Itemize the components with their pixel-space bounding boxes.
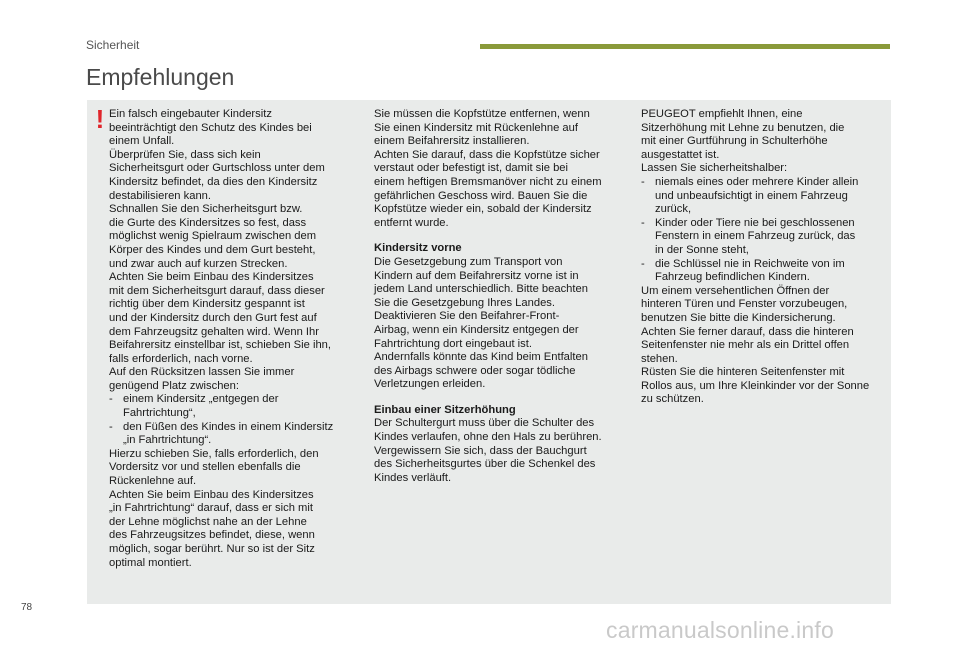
col1-list-item-text: den Füßen des Kindes in einem Kindersitz „in Fahrtrichtung“. bbox=[123, 420, 334, 447]
column-1 bbox=[109, 108, 371, 570]
dash-marker: - bbox=[109, 420, 113, 433]
col1-paragraph-2: Hierzu schieben Sie, falls erforderlich, den Vordersitz vor und stellen ebenfalls die Rückenlehne auf. Achten Sie beim Einbau des Kindersitzes „in Fahrtrichtung“ darauf, dass er sich mit der Lehne möglichst nahe an der Lehne des Fahrzeugsitzes befindet, diese, wenn möglich, sogar berührt. Nur so ist der Sitz optimal montiert. bbox=[109, 447, 319, 569]
section-rule bbox=[480, 44, 890, 49]
col1-paragraph-1: Ein falsch eingebauter Kindersitz beeinträchtigt den Schutz des Kindes bei einem Unfall. Überprüfen Sie, dass sich kein Sicherheitsgurt oder Gurtschloss unter dem Kindersitz befindet, da dies den Kindersitz destabilisieren kann. Schnallen Sie den Sicherheitsgurt bzw. die Gurte des Kindersitzes so fest, dass möglichst wenig Spielraum zwischen dem Körper des Kindes und dem Gurt besteht, und zwar auch auf kurzen Strecken. Achten Sie beim Einbau des Kindersitzes mit dem Sicherheitsgurt darauf, dass dieser richtig über dem Kindersitz gespannt ist und der Kindersitz durch den Gurt fest auf dem Fahrzeugsitz gehalten wird. Wenn Ihr Beifahrersitz einstellbar ist, schieben Sie ihn, falls erforderlich, nach vorne. Auf den Rücksitzen lassen Sie immer genügend Platz zwischen: bbox=[109, 108, 331, 392]
spacer bbox=[374, 392, 630, 404]
col3-paragraph-2: Um einem versehentlichen Öffnen der hinteren Türen und Fenster vorzubeugen, benutzen Sie bitte die Kindersicherung. Achten Sie ferner darauf, dass die hinteren Seitenfenster nie mehr als ein Drittel offen stehen. Rüsten Sie die hinteren Seitenfenster mit Rollos aus, um Ihre Kleinkinder vor der Sonne zu schützen. bbox=[641, 284, 870, 406]
col3-list-item-text: die Schlüssel nie in Reichweite von im Fahrzeug befindlichen Kindern. bbox=[655, 257, 845, 284]
col2-paragraph-1: Sie müssen die Kopfstütze entfernen, wenn Sie einen Kindersitz mit Rückenlehne auf einem Beifahrersitz installieren. Achten Sie darauf, dass die Kopfstütze sicher verstaut oder befestigt ist, damit sie bei einem heftigen Bremsmanöver nicht zu einem gefährlichen Geschoss wird. Bauen Sie die Kopfstütze wieder ein, sobald der Kindersitz entfernt wurde. bbox=[374, 108, 602, 229]
col3-list-item bbox=[641, 258, 891, 285]
col3-list-item bbox=[641, 217, 891, 258]
dash-marker: - bbox=[641, 257, 645, 270]
col2-paragraph-3: Der Schultergurt muss über die Schulter des Kindes verlaufen, ohne den Hals zu berühren. Vergewissern Sie sich, dass der Bauchgurt des Sicherheitsgurtes über die Schenkel des Kindes verläuft. bbox=[374, 417, 602, 484]
subheading-front-seat: Kindersitz vorne bbox=[374, 242, 462, 255]
col1-list-item bbox=[109, 421, 371, 448]
col1-list-item bbox=[109, 393, 371, 420]
col3-list-item-text: niemals eines oder mehrere Kinder allein und unbeaufsichtigt in einem Fahrzeug zurück, bbox=[655, 175, 859, 216]
column-2 bbox=[374, 108, 630, 485]
page-title: Empfehlungen bbox=[86, 64, 235, 90]
column-3 bbox=[641, 108, 891, 407]
warning-icon: ! bbox=[95, 104, 105, 134]
spacer bbox=[374, 230, 630, 242]
col1-list-item-text: einem Kindersitz „entgegen der Fahrtrichtung“, bbox=[123, 393, 279, 420]
col3-list-item-text: Kinder oder Tiere nie bei geschlossenen Fenstern in einem Fahrzeug zurück, das in der Sonne steht, bbox=[655, 216, 856, 256]
col3-list-item bbox=[641, 176, 891, 217]
section-label: Sicherheit bbox=[86, 38, 140, 52]
subheading-booster-seat: Einbau einer Sitzerhöhung bbox=[374, 403, 516, 416]
col2-paragraph-2: Die Gesetzgebung zum Transport von Kindern auf dem Beifahrersitz vorne ist in jedem Land unterschiedlich. Bitte beachten Sie die Gesetzgebung Ihres Landes. Deaktivieren Sie den Beifahrer-Front- Airbag, wenn ein Kindersitz entgegen der Fahrtrichtung dort eingebaut ist. Andernfalls könnte das Kind beim Entfalten des Airbags schwere oder sogar tödliche Verletzungen erleiden. bbox=[374, 255, 588, 391]
page-number: 78 bbox=[21, 602, 33, 613]
col3-paragraph-1: PEUGEOT empfiehlt Ihnen, eine Sitzerhöhung mit Lehne zu benutzen, die mit einer Gurtführung in Schulterhöhe ausgestattet ist. Lassen Sie sicherheitshalber: bbox=[641, 108, 845, 175]
dash-marker: - bbox=[109, 393, 113, 406]
dash-marker: - bbox=[641, 175, 645, 188]
dash-marker: - bbox=[641, 216, 645, 229]
watermark: carmanualsonline.info bbox=[606, 617, 834, 643]
